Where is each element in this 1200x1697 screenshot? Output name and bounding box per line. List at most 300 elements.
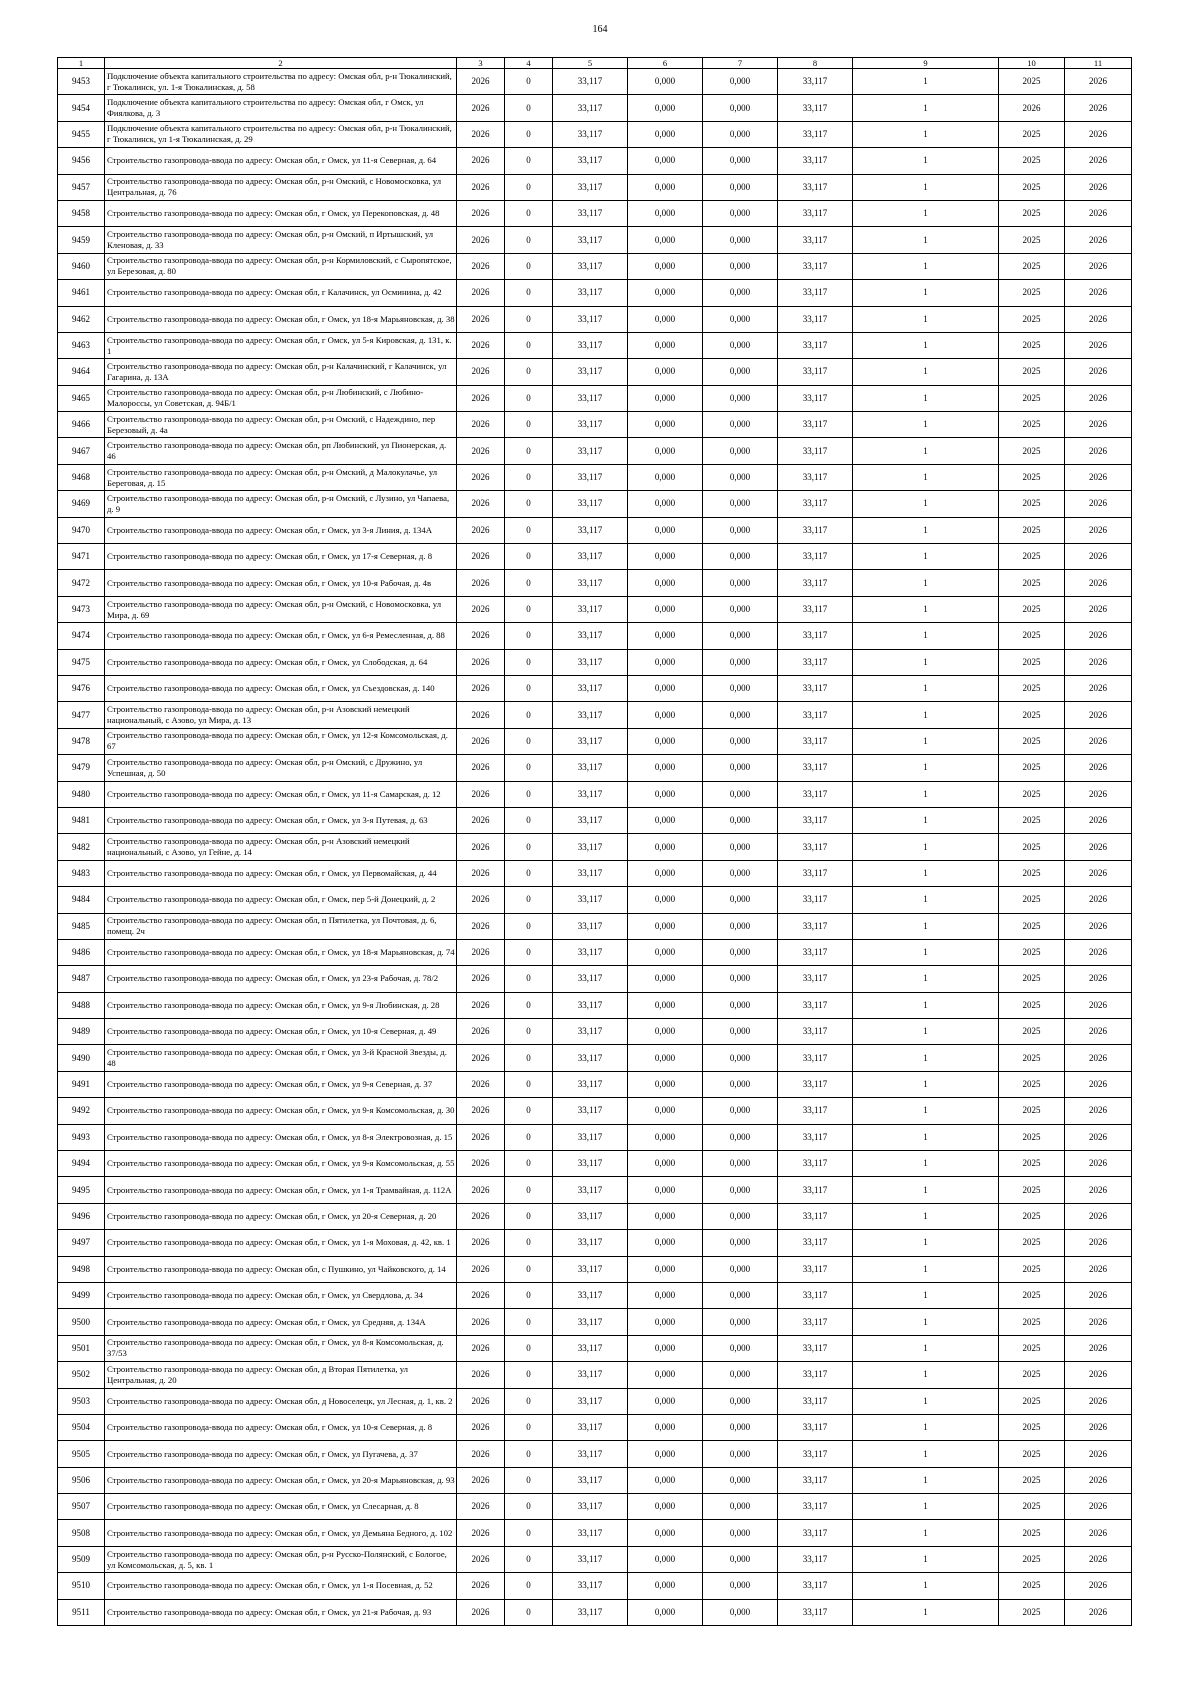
cell-c3: 2026 [457, 1599, 505, 1625]
cell-c10: 2025 [999, 1599, 1065, 1625]
cell-c7: 0,000 [703, 1520, 778, 1546]
cell-c10: 2025 [999, 69, 1065, 95]
cell-c6: 0,000 [628, 1071, 703, 1097]
cell-c5: 33,117 [553, 992, 628, 1018]
cell-c4: 0 [505, 1230, 553, 1256]
cell-c7: 0,000 [703, 1414, 778, 1440]
cell-c8: 33,117 [778, 1467, 853, 1493]
cell-c10: 2025 [999, 148, 1065, 174]
cell-c10: 2025 [999, 992, 1065, 1018]
cell-c4: 0 [505, 332, 553, 358]
cell-c7: 0,000 [703, 174, 778, 200]
object-name-cell: Строительство газопровода-ввода по адресу: Омская обл, г Омск, ул 5-я Кировская, д. 131, к. 1 [105, 332, 457, 358]
cell-c9: 1 [853, 1230, 999, 1256]
cell-c8: 33,117 [778, 1599, 853, 1625]
object-name-cell: Строительство газопровода-ввода по адресу: Омская обл, г Омск, ул Слесарная, д. 8 [105, 1494, 457, 1520]
cell-c9: 1 [853, 1203, 999, 1229]
cell-c9: 1 [853, 675, 999, 701]
cell-c4: 0 [505, 227, 553, 253]
row-number-cell: 9494 [58, 1151, 105, 1177]
cell-c8: 33,117 [778, 728, 853, 754]
object-name-cell: Строительство газопровода-ввода по адресу: Омская обл, р-н Омский, д Малокулачье, ул Береговая, д. 15 [105, 464, 457, 490]
cell-c7: 0,000 [703, 227, 778, 253]
cell-c6: 0,000 [628, 1362, 703, 1388]
cell-c11: 2026 [1065, 517, 1132, 543]
cell-c5: 33,117 [553, 1520, 628, 1546]
cell-c7: 0,000 [703, 755, 778, 781]
row-number-cell: 9506 [58, 1467, 105, 1493]
cell-c7: 0,000 [703, 992, 778, 1018]
cell-c11: 2026 [1065, 544, 1132, 570]
cell-c9: 1 [853, 702, 999, 728]
cell-c5: 33,117 [553, 359, 628, 385]
cell-c3: 2026 [457, 1441, 505, 1467]
cell-c10: 2025 [999, 1520, 1065, 1546]
cell-c6: 0,000 [628, 1098, 703, 1124]
row-number-cell: 9489 [58, 1019, 105, 1045]
table-row [58, 1098, 1132, 1124]
cell-c5: 33,117 [553, 702, 628, 728]
object-name-cell: Строительство газопровода-ввода по адресу: Омская обл, г Омск, ул Демьяна Бедного, д. 102 [105, 1520, 457, 1546]
table-row [58, 385, 1132, 411]
table-row [58, 623, 1132, 649]
cell-c4: 0 [505, 1309, 553, 1335]
cell-c10: 2025 [999, 200, 1065, 226]
cell-c8: 33,117 [778, 887, 853, 913]
row-number-cell: 9504 [58, 1414, 105, 1440]
row-number-cell: 9498 [58, 1256, 105, 1282]
cell-c6: 0,000 [628, 306, 703, 332]
cell-c3: 2026 [457, 1151, 505, 1177]
object-name-cell: Строительство газопровода-ввода по адресу: Омская обл, г Омск, ул 6-я Ремесленная, д. 88 [105, 623, 457, 649]
cell-c4: 0 [505, 306, 553, 332]
cell-c4: 0 [505, 702, 553, 728]
cell-c9: 1 [853, 306, 999, 332]
cell-c4: 0 [505, 1520, 553, 1546]
cell-c10: 2025 [999, 755, 1065, 781]
cell-c7: 0,000 [703, 1045, 778, 1071]
cell-c10: 2025 [999, 1573, 1065, 1599]
cell-c5: 33,117 [553, 834, 628, 860]
cell-c7: 0,000 [703, 834, 778, 860]
cell-c5: 33,117 [553, 1019, 628, 1045]
cell-c6: 0,000 [628, 517, 703, 543]
cell-c4: 0 [505, 1256, 553, 1282]
cell-c10: 2025 [999, 1177, 1065, 1203]
cell-c9: 1 [853, 1441, 999, 1467]
cell-c7: 0,000 [703, 306, 778, 332]
row-number-cell: 9493 [58, 1124, 105, 1150]
cell-c7: 0,000 [703, 1098, 778, 1124]
cell-c11: 2026 [1065, 1151, 1132, 1177]
cell-c9: 1 [853, 464, 999, 490]
cell-c8: 33,117 [778, 1520, 853, 1546]
cell-c5: 33,117 [553, 1151, 628, 1177]
cell-c6: 0,000 [628, 174, 703, 200]
object-name-cell: Строительство газопровода-ввода по адресу: Омская обл, р-н Русско-Полянский, с Бологое, ул Комсомольская, д. 5, кв. 1 [105, 1546, 457, 1572]
cell-c7: 0,000 [703, 1230, 778, 1256]
cell-c9: 1 [853, 755, 999, 781]
cell-c7: 0,000 [703, 596, 778, 622]
cell-c11: 2026 [1065, 623, 1132, 649]
object-name-cell: Строительство газопровода-ввода по адресу: Омская обл, г Омск, ул 3-я Линия, д. 134А [105, 517, 457, 543]
object-name-cell: Строительство газопровода-ввода по адресу: Омская обл, г Омск, ул Перекоповская, д. 48 [105, 200, 457, 226]
cell-c6: 0,000 [628, 939, 703, 965]
cell-c7: 0,000 [703, 544, 778, 570]
cell-c6: 0,000 [628, 675, 703, 701]
row-number-cell: 9479 [58, 755, 105, 781]
cell-c11: 2026 [1065, 1414, 1132, 1440]
cell-c9: 1 [853, 491, 999, 517]
cell-c9: 1 [853, 1494, 999, 1520]
cell-c7: 0,000 [703, 1573, 778, 1599]
table-row [58, 148, 1132, 174]
cell-c3: 2026 [457, 544, 505, 570]
cell-c3: 2026 [457, 649, 505, 675]
cell-c8: 33,117 [778, 1230, 853, 1256]
cell-c11: 2026 [1065, 807, 1132, 833]
cell-c11: 2026 [1065, 834, 1132, 860]
cell-c4: 0 [505, 570, 553, 596]
cell-c11: 2026 [1065, 1098, 1132, 1124]
cell-c9: 1 [853, 781, 999, 807]
cell-c9: 1 [853, 649, 999, 675]
cell-c5: 33,117 [553, 438, 628, 464]
cell-c8: 33,117 [778, 280, 853, 306]
cell-c7: 0,000 [703, 1546, 778, 1572]
cell-c11: 2026 [1065, 702, 1132, 728]
cell-c8: 33,117 [778, 227, 853, 253]
cell-c4: 0 [505, 913, 553, 939]
cell-c11: 2026 [1065, 174, 1132, 200]
cell-c9: 1 [853, 174, 999, 200]
cell-c7: 0,000 [703, 1441, 778, 1467]
cell-c3: 2026 [457, 253, 505, 279]
cell-c11: 2026 [1065, 860, 1132, 886]
cell-c11: 2026 [1065, 1520, 1132, 1546]
cell-c3: 2026 [457, 1388, 505, 1414]
cell-c10: 2025 [999, 1335, 1065, 1361]
cell-c8: 33,117 [778, 1309, 853, 1335]
cell-c3: 2026 [457, 728, 505, 754]
cell-c3: 2026 [457, 517, 505, 543]
table-row [58, 438, 1132, 464]
cell-c10: 2025 [999, 412, 1065, 438]
cell-c11: 2026 [1065, 385, 1132, 411]
cell-c8: 33,117 [778, 966, 853, 992]
cell-c5: 33,117 [553, 227, 628, 253]
column-number-5: 5 [553, 58, 628, 69]
row-number-cell: 9471 [58, 544, 105, 570]
cell-c11: 2026 [1065, 649, 1132, 675]
cell-c3: 2026 [457, 992, 505, 1018]
cell-c5: 33,117 [553, 1388, 628, 1414]
cell-c7: 0,000 [703, 280, 778, 306]
cell-c10: 2025 [999, 1071, 1065, 1097]
row-number-cell: 9472 [58, 570, 105, 596]
row-number-cell: 9464 [58, 359, 105, 385]
cell-c5: 33,117 [553, 517, 628, 543]
cell-c10: 2025 [999, 649, 1065, 675]
cell-c7: 0,000 [703, 1019, 778, 1045]
cell-c3: 2026 [457, 385, 505, 411]
cell-c10: 2025 [999, 728, 1065, 754]
cell-c7: 0,000 [703, 517, 778, 543]
cell-c11: 2026 [1065, 939, 1132, 965]
row-number-cell: 9491 [58, 1071, 105, 1097]
cell-c7: 0,000 [703, 332, 778, 358]
cell-c9: 1 [853, 1520, 999, 1546]
row-number-cell: 9484 [58, 887, 105, 913]
table-row [58, 728, 1132, 754]
cell-c11: 2026 [1065, 359, 1132, 385]
cell-c6: 0,000 [628, 1019, 703, 1045]
cell-c9: 1 [853, 1362, 999, 1388]
table-row [58, 702, 1132, 728]
cell-c3: 2026 [457, 1045, 505, 1071]
cell-c4: 0 [505, 675, 553, 701]
cell-c6: 0,000 [628, 992, 703, 1018]
cell-c7: 0,000 [703, 728, 778, 754]
cell-c4: 0 [505, 755, 553, 781]
cell-c9: 1 [853, 359, 999, 385]
cell-c5: 33,117 [553, 966, 628, 992]
cell-c9: 1 [853, 1414, 999, 1440]
cell-c5: 33,117 [553, 1045, 628, 1071]
cell-c11: 2026 [1065, 1494, 1132, 1520]
cell-c7: 0,000 [703, 200, 778, 226]
object-name-cell: Строительство газопровода-ввода по адресу: Омская обл, с Пушкино, ул Чайковского, д. 14 [105, 1256, 457, 1282]
cell-c6: 0,000 [628, 1494, 703, 1520]
cell-c9: 1 [853, 1151, 999, 1177]
object-name-cell: Строительство газопровода-ввода по адресу: Омская обл, г Калачинск, ул Осминина, д. 42 [105, 280, 457, 306]
cell-c7: 0,000 [703, 570, 778, 596]
cell-c9: 1 [853, 966, 999, 992]
cell-c8: 33,117 [778, 306, 853, 332]
cell-c9: 1 [853, 860, 999, 886]
row-number-cell: 9476 [58, 675, 105, 701]
cell-c6: 0,000 [628, 1467, 703, 1493]
row-number-cell: 9462 [58, 306, 105, 332]
cell-c4: 0 [505, 1335, 553, 1361]
cell-c3: 2026 [457, 1177, 505, 1203]
cell-c4: 0 [505, 1045, 553, 1071]
object-name-cell: Строительство газопровода-ввода по адресу: Омская обл, п Пятилетка, ул Почтовая, д. 6, помещ. 2ч [105, 913, 457, 939]
cell-c9: 1 [853, 807, 999, 833]
registry-table [57, 57, 1132, 1626]
object-name-cell: Строительство газопровода-ввода по адресу: Омская обл, г Омск, ул 11-я Северная, д. 64 [105, 148, 457, 174]
object-name-cell: Строительство газопровода-ввода по адресу: Омская обл, г Омск, ул 3-я Путевая, д. 63 [105, 807, 457, 833]
cell-c11: 2026 [1065, 69, 1132, 95]
cell-c5: 33,117 [553, 860, 628, 886]
cell-c8: 33,117 [778, 702, 853, 728]
cell-c6: 0,000 [628, 332, 703, 358]
cell-c8: 33,117 [778, 1151, 853, 1177]
cell-c8: 33,117 [778, 121, 853, 147]
table-row [58, 570, 1132, 596]
cell-c10: 2025 [999, 253, 1065, 279]
row-number-cell: 9453 [58, 69, 105, 95]
cell-c10: 2025 [999, 1546, 1065, 1572]
cell-c3: 2026 [457, 359, 505, 385]
cell-c6: 0,000 [628, 1309, 703, 1335]
cell-c11: 2026 [1065, 966, 1132, 992]
cell-c7: 0,000 [703, 887, 778, 913]
cell-c11: 2026 [1065, 755, 1132, 781]
row-number-cell: 9507 [58, 1494, 105, 1520]
row-number-cell: 9456 [58, 148, 105, 174]
cell-c4: 0 [505, 992, 553, 1018]
cell-c11: 2026 [1065, 570, 1132, 596]
cell-c10: 2025 [999, 1203, 1065, 1229]
object-name-cell: Строительство газопровода-ввода по адресу: Омская обл, р-н Омский, с Новомосковка, ул Центральная, д. 76 [105, 174, 457, 200]
cell-c9: 1 [853, 1388, 999, 1414]
cell-c5: 33,117 [553, 1256, 628, 1282]
table-row [58, 1309, 1132, 1335]
cell-c10: 2025 [999, 227, 1065, 253]
cell-c4: 0 [505, 253, 553, 279]
cell-c4: 0 [505, 728, 553, 754]
column-number-10: 10 [999, 58, 1065, 69]
cell-c10: 2025 [999, 464, 1065, 490]
table-row [58, 1335, 1132, 1361]
cell-c5: 33,117 [553, 148, 628, 174]
cell-c11: 2026 [1065, 675, 1132, 701]
object-name-cell: Строительство газопровода-ввода по адресу: Омская обл, р-н Омский, с Новомосковка, ул Мира, д. 69 [105, 596, 457, 622]
row-number-cell: 9500 [58, 1309, 105, 1335]
cell-c3: 2026 [457, 491, 505, 517]
cell-c6: 0,000 [628, 95, 703, 121]
object-name-cell: Строительство газопровода-ввода по адресу: Омская обл, г Омск, ул 1-я Трамвайная, д. 112А [105, 1177, 457, 1203]
row-number-cell: 9486 [58, 939, 105, 965]
cell-c11: 2026 [1065, 1045, 1132, 1071]
object-name-cell: Строительство газопровода-ввода по адресу: Омская обл, р-н Омский, п Иртышский, ул Кленовая, д. 33 [105, 227, 457, 253]
cell-c4: 0 [505, 1573, 553, 1599]
table-row [58, 121, 1132, 147]
cell-c7: 0,000 [703, 913, 778, 939]
cell-c6: 0,000 [628, 121, 703, 147]
cell-c8: 33,117 [778, 1546, 853, 1572]
cell-c7: 0,000 [703, 1256, 778, 1282]
cell-c4: 0 [505, 1282, 553, 1308]
cell-c10: 2025 [999, 280, 1065, 306]
cell-c3: 2026 [457, 148, 505, 174]
cell-c3: 2026 [457, 1071, 505, 1097]
cell-c9: 1 [853, 227, 999, 253]
object-name-cell: Строительство газопровода-ввода по адресу: Омская обл, г Омск, ул Слободская, д. 64 [105, 649, 457, 675]
cell-c6: 0,000 [628, 1414, 703, 1440]
cell-c11: 2026 [1065, 332, 1132, 358]
cell-c6: 0,000 [628, 834, 703, 860]
cell-c8: 33,117 [778, 939, 853, 965]
cell-c3: 2026 [457, 200, 505, 226]
cell-c8: 33,117 [778, 1019, 853, 1045]
cell-c5: 33,117 [553, 385, 628, 411]
object-name-cell: Строительство газопровода-ввода по адресу: Омская обл, г Омск, пер 5-й Донецкий, д. 2 [105, 887, 457, 913]
row-number-cell: 9461 [58, 280, 105, 306]
cell-c9: 1 [853, 1124, 999, 1150]
cell-c10: 2025 [999, 939, 1065, 965]
cell-c3: 2026 [457, 121, 505, 147]
row-number-cell: 9454 [58, 95, 105, 121]
cell-c11: 2026 [1065, 1282, 1132, 1308]
cell-c7: 0,000 [703, 95, 778, 121]
cell-c3: 2026 [457, 1546, 505, 1572]
table-header [58, 58, 1132, 69]
table-row [58, 1045, 1132, 1071]
cell-c9: 1 [853, 834, 999, 860]
table-row [58, 1203, 1132, 1229]
table-row [58, 966, 1132, 992]
table-row [58, 860, 1132, 886]
cell-c10: 2025 [999, 544, 1065, 570]
cell-c3: 2026 [457, 1414, 505, 1440]
table-row [58, 1467, 1132, 1493]
cell-c10: 2026 [999, 95, 1065, 121]
cell-c3: 2026 [457, 1124, 505, 1150]
table-row [58, 755, 1132, 781]
cell-c11: 2026 [1065, 1335, 1132, 1361]
row-number-cell: 9511 [58, 1599, 105, 1625]
cell-c3: 2026 [457, 1573, 505, 1599]
cell-c5: 33,117 [553, 913, 628, 939]
cell-c4: 0 [505, 623, 553, 649]
cell-c9: 1 [853, 148, 999, 174]
cell-c4: 0 [505, 95, 553, 121]
cell-c3: 2026 [457, 306, 505, 332]
cell-c6: 0,000 [628, 359, 703, 385]
cell-c6: 0,000 [628, 1441, 703, 1467]
table-row [58, 1546, 1132, 1572]
cell-c10: 2025 [999, 570, 1065, 596]
cell-c11: 2026 [1065, 412, 1132, 438]
cell-c8: 33,117 [778, 596, 853, 622]
row-number-cell: 9463 [58, 332, 105, 358]
object-name-cell: Строительство газопровода-ввода по адресу: Омская обл, г Омск, ул 9-я Любинская, д. 28 [105, 992, 457, 1018]
cell-c11: 2026 [1065, 781, 1132, 807]
cell-c6: 0,000 [628, 1256, 703, 1282]
cell-c3: 2026 [457, 596, 505, 622]
cell-c3: 2026 [457, 1335, 505, 1361]
cell-c8: 33,117 [778, 69, 853, 95]
cell-c8: 33,117 [778, 517, 853, 543]
cell-c7: 0,000 [703, 491, 778, 517]
cell-c6: 0,000 [628, 69, 703, 95]
cell-c6: 0,000 [628, 280, 703, 306]
cell-c3: 2026 [457, 834, 505, 860]
cell-c10: 2025 [999, 1467, 1065, 1493]
cell-c10: 2025 [999, 332, 1065, 358]
table-row [58, 807, 1132, 833]
row-number-cell: 9492 [58, 1098, 105, 1124]
row-number-cell: 9473 [58, 596, 105, 622]
cell-c4: 0 [505, 887, 553, 913]
table-row [58, 1151, 1132, 1177]
cell-c5: 33,117 [553, 807, 628, 833]
cell-c5: 33,117 [553, 623, 628, 649]
cell-c9: 1 [853, 913, 999, 939]
cell-c5: 33,117 [553, 1230, 628, 1256]
cell-c10: 2025 [999, 1309, 1065, 1335]
cell-c3: 2026 [457, 464, 505, 490]
cell-c5: 33,117 [553, 1282, 628, 1308]
cell-c6: 0,000 [628, 1045, 703, 1071]
cell-c6: 0,000 [628, 966, 703, 992]
table-row [58, 253, 1132, 279]
cell-c11: 2026 [1065, 1177, 1132, 1203]
cell-c7: 0,000 [703, 359, 778, 385]
cell-c8: 33,117 [778, 1098, 853, 1124]
